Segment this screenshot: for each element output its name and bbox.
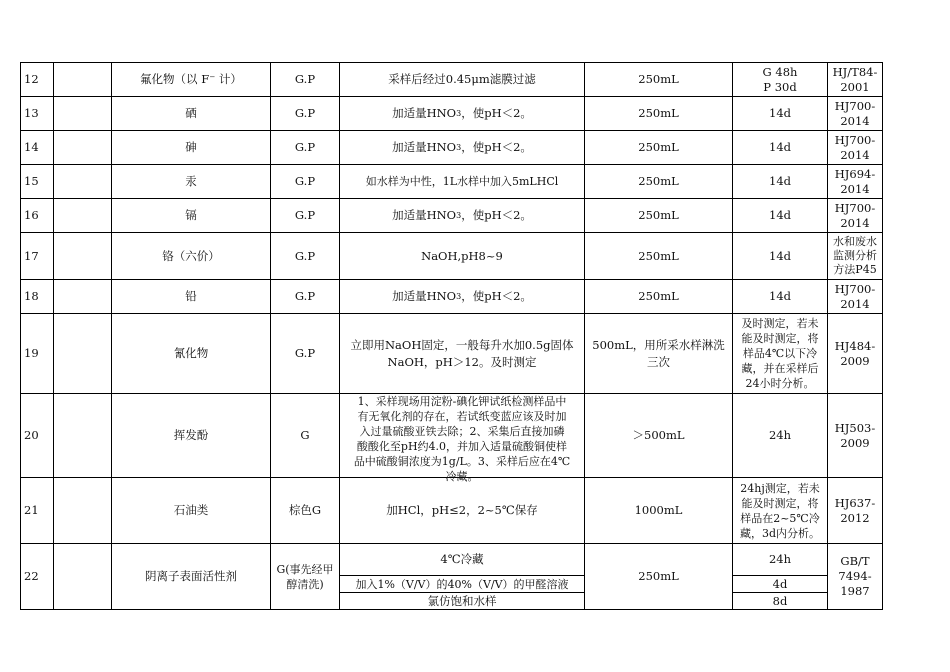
preservation-method	[340, 131, 584, 164]
container-type: G.P	[294, 72, 316, 86]
preservation-method: 如水样为中性，1L水样中加入5mLHCl	[365, 175, 559, 188]
standard-code: HJ700- 2014	[834, 200, 876, 230]
standard-code: HJ700- 2014	[834, 98, 876, 128]
item-name: 砷	[185, 140, 197, 154]
item-name: 氰化物	[173, 346, 209, 360]
sample-volume: 250mL	[638, 569, 679, 583]
preservation-method: 氯仿饱和水样	[427, 593, 497, 608]
standard-code: HJ/T84- 2001	[832, 64, 878, 94]
standard-code: GB/T 7494- 1987	[838, 554, 872, 598]
storage-period: 14d	[769, 140, 791, 154]
row-number: 19	[24, 346, 39, 360]
storage-period: 24h	[768, 552, 792, 566]
storage-period: 14d	[769, 106, 791, 120]
container-type: G.P	[294, 346, 316, 360]
container-type: G.P	[294, 289, 316, 303]
storage-period: 14d	[769, 208, 791, 222]
method-text: 加适量HNO	[392, 106, 457, 120]
container-type: G.P	[294, 140, 316, 154]
preservation-method: 1、采样现场用淀粉-碘化钾试纸检测样品中 有无氧化剂的存在，若试纸变蓝应该及时加 入过量硫酸亚铁去除；2、采集后直接加磷 酸酸化至pH约4.0，并加入适量硫酸铜使样 品中硫酸铜浓度为1g/L。3、采样后应在4℃ 冷藏。	[353, 395, 571, 483]
sample-volume: ＞500mL	[632, 428, 685, 442]
preservation-method: 加HCl，pH≤2，2~5℃保存	[386, 503, 538, 517]
preservation-method: NaOH,pH8~9	[421, 248, 503, 263]
sample-volume: 1000mL	[634, 503, 683, 517]
storage-period: 14d	[769, 289, 791, 303]
row-number: 22	[24, 569, 39, 583]
preservation-method: 采样后经过0.45μm滤膜过滤	[388, 72, 536, 86]
standard-code: HJ700- 2014	[834, 281, 876, 311]
method-text: ，使pH＜2。	[461, 106, 532, 120]
grid-line	[20, 609, 882, 610]
standard-code: HJ694- 2014	[834, 166, 876, 196]
sample-volume: 250mL	[638, 174, 679, 188]
container-type: G.P	[294, 248, 316, 263]
preservation-method	[340, 97, 584, 130]
sample-volume: 500mL，用所采水样淋洗 三次	[592, 337, 725, 369]
row-number: 18	[24, 289, 39, 303]
method-text: 加适量HNO	[392, 208, 457, 222]
item-name: 挥发酚	[173, 428, 209, 442]
storage-period: 14d	[769, 174, 791, 188]
method-text: 加适量HNO	[392, 289, 457, 303]
preservation-method: 加入1%（V/V）的40%（V/V）的甲醛溶液	[355, 577, 569, 591]
sample-volume: 250mL	[638, 208, 679, 222]
standard-code: HJ503- 2009	[834, 420, 876, 450]
row-number: 15	[24, 174, 39, 188]
item-name: 石油类	[173, 503, 209, 517]
item-name: 汞	[185, 174, 197, 188]
sample-volume: 250mL	[638, 140, 679, 154]
item-name: 镉	[185, 208, 197, 222]
sample-volume: 250mL	[638, 72, 679, 86]
sample-volume: 250mL	[638, 106, 679, 120]
storage-period: 24hj测定，若未 能及时测定，将 样品在2~5℃冷 藏，3d内分析。	[739, 481, 821, 540]
container-type: G.P	[294, 174, 316, 188]
preservation-method	[340, 280, 584, 313]
row-number: 12	[24, 72, 39, 86]
container-type: G(事先经甲 醇清洗)	[276, 562, 334, 591]
standard-code: HJ700- 2014	[834, 132, 876, 162]
storage-period: 14d	[769, 248, 791, 263]
row-number: 21	[24, 503, 39, 517]
row-number: 14	[24, 140, 39, 154]
container-type: G	[300, 428, 310, 442]
preservation-method: 4℃冷藏	[440, 552, 484, 566]
sample-volume: 250mL	[638, 289, 679, 303]
storage-period: 4d	[772, 576, 788, 591]
row-number: 16	[24, 208, 39, 222]
storage-period: 8d	[772, 593, 788, 608]
container-type: 棕色G	[288, 503, 322, 517]
grid-line	[53, 62, 54, 610]
subscript: 3	[456, 143, 462, 152]
item-name: 硒	[185, 106, 197, 120]
item-name: 阴离子表面活性剂	[145, 569, 237, 583]
standard-code: 水和废水 监测分析 方法P45	[833, 235, 877, 276]
method-text: ，使pH＜2。	[461, 140, 532, 154]
storage-period: G 48h P 30d	[762, 64, 798, 94]
container-type: G.P	[294, 106, 316, 120]
standard-code: HJ637- 2012	[834, 495, 876, 525]
storage-period: 及时测定，若未 能及时测定，将 样品4℃以下冷 藏，并在采样后 24小时分析。	[741, 317, 819, 390]
container-type: G.P	[294, 208, 316, 222]
storage-period: 24h	[768, 428, 792, 442]
method-text: ，使pH＜2。	[461, 289, 532, 303]
subscript: 3	[456, 109, 462, 118]
standard-code: HJ484- 2009	[834, 338, 876, 368]
method-text: ，使pH＜2。	[461, 208, 532, 222]
grid-line	[882, 62, 883, 610]
subscript: 3	[456, 292, 462, 301]
row-number: 20	[24, 428, 39, 442]
item-name: 铅	[185, 289, 197, 303]
method-text: 加适量HNO	[392, 140, 457, 154]
sample-volume: 250mL	[638, 248, 679, 263]
row-number: 13	[24, 106, 39, 120]
subscript: 3	[456, 211, 462, 220]
preservation-method	[340, 199, 584, 232]
item-name: 氟化物（以 F⁻ 计）	[140, 72, 242, 86]
item-name: 铬（六价）	[162, 248, 220, 263]
row-number: 17	[24, 248, 39, 263]
preservation-method: 立即用NaOH固定，一般每升水加0.5g固体 NaOH，pH＞12。及时测定	[350, 337, 574, 369]
